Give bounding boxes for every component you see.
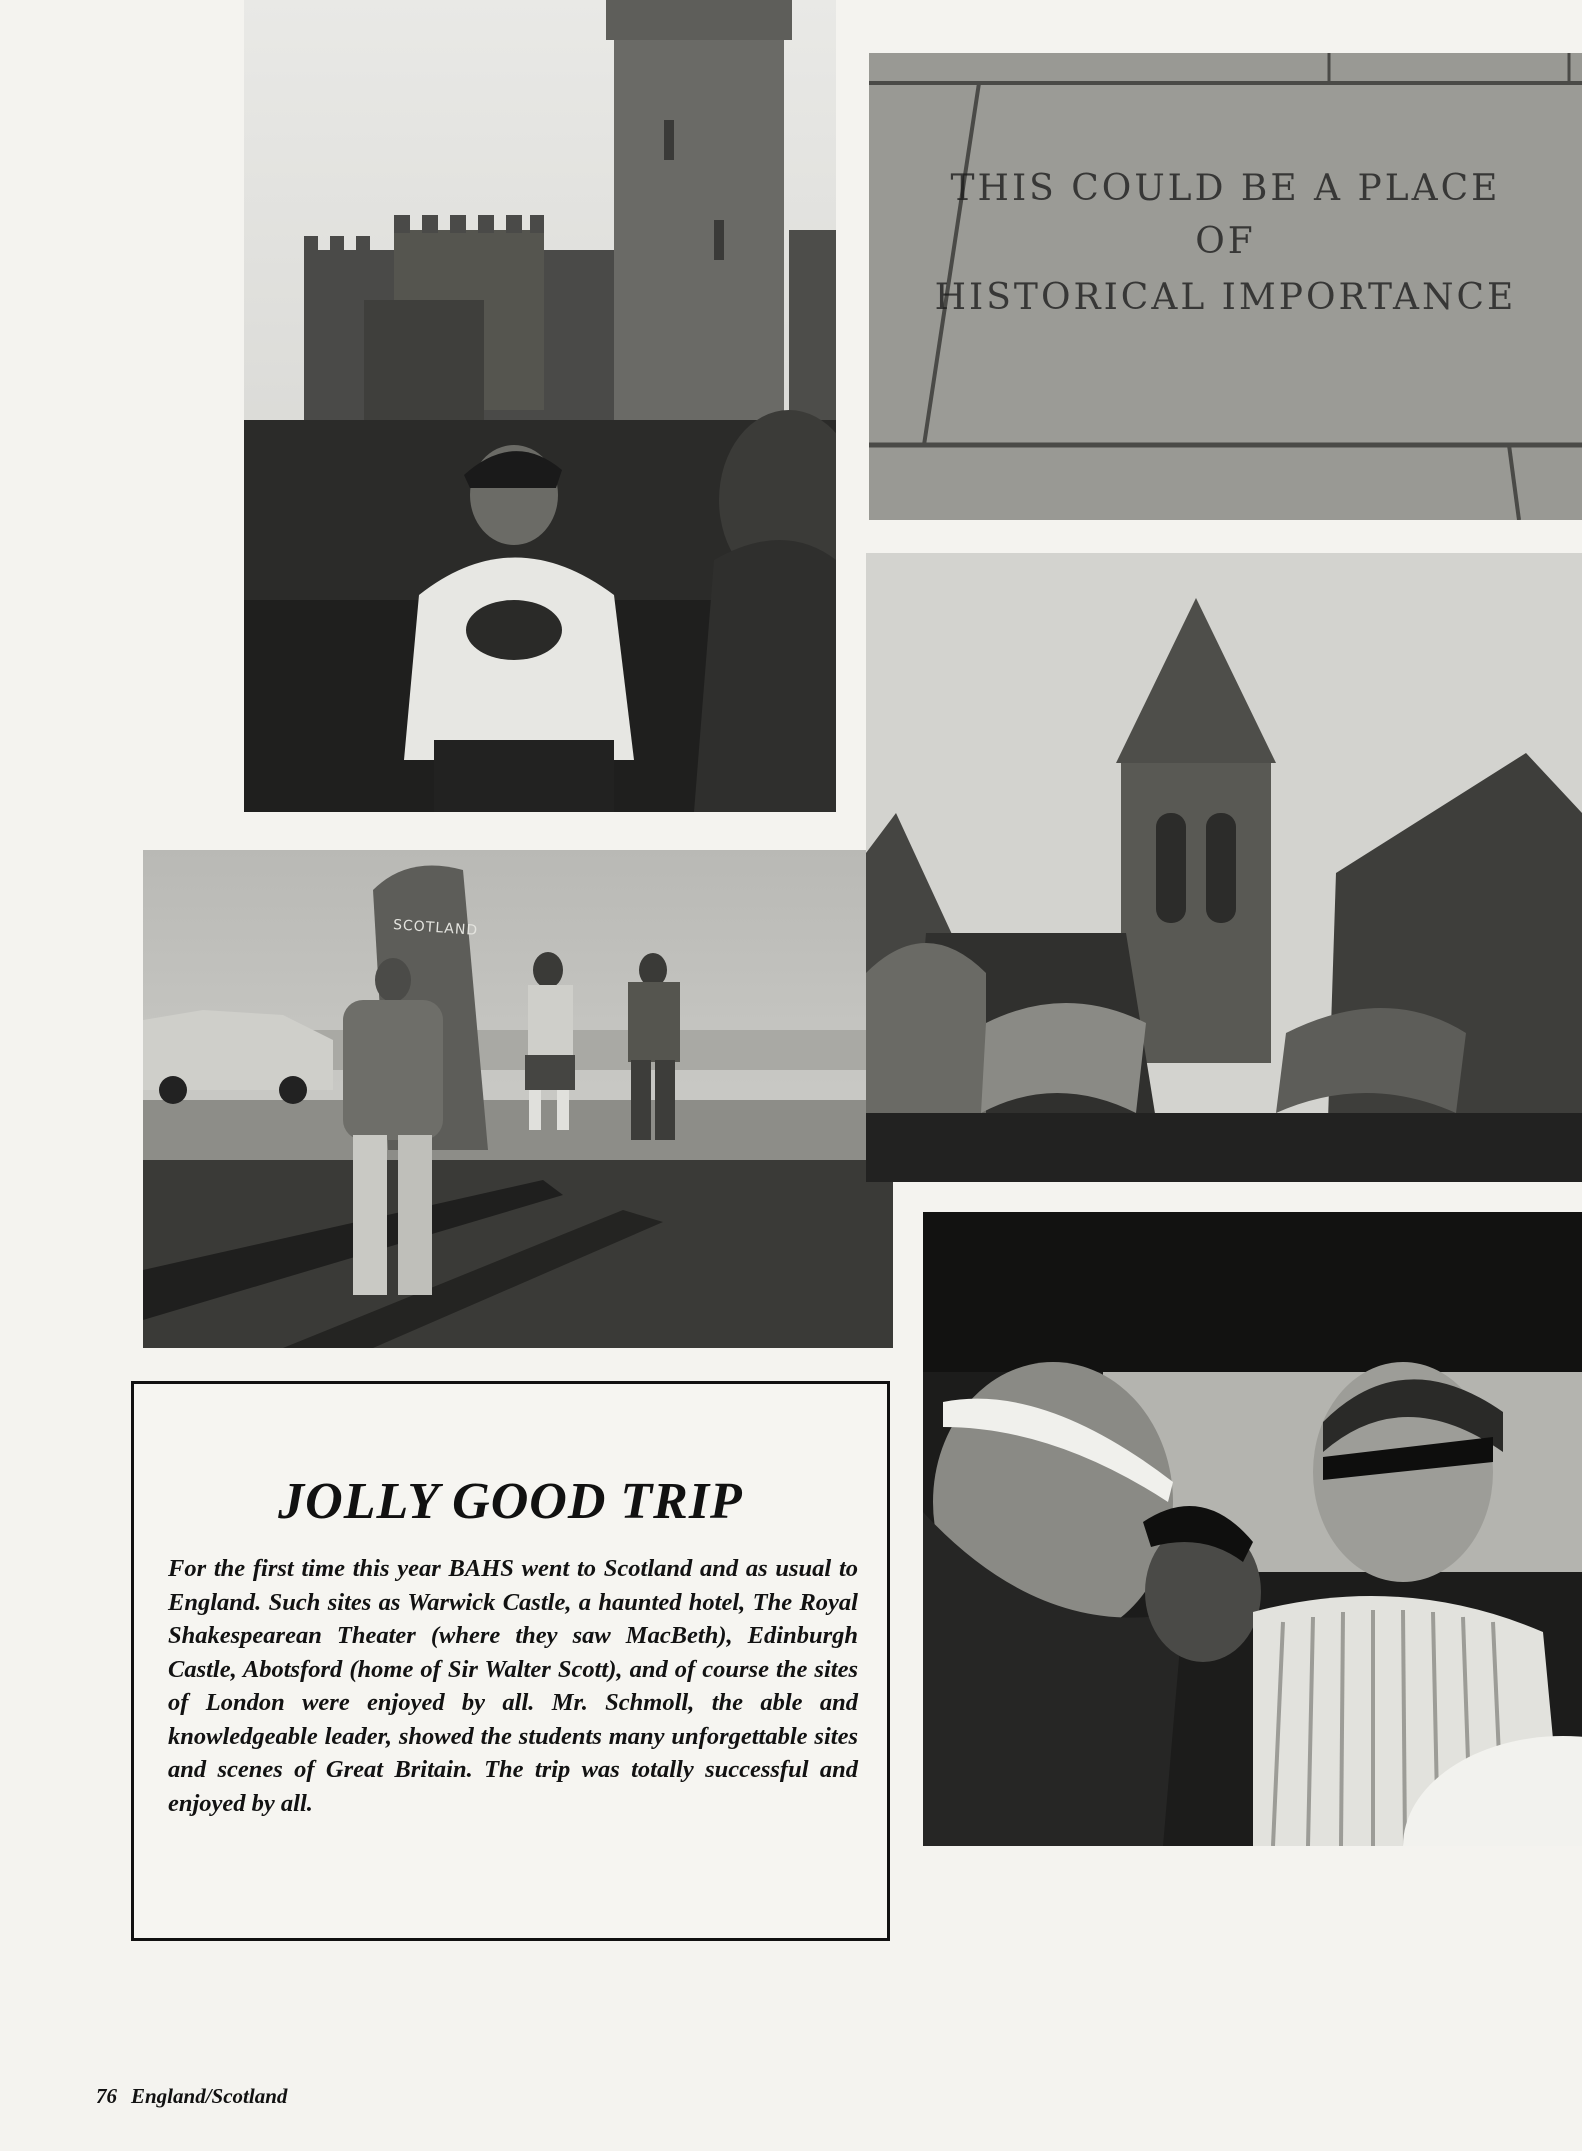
scotland-scene [143, 850, 893, 1348]
page-number: 76 [96, 2084, 117, 2108]
story-headline: JOLLY GOOD TRIP [278, 1473, 743, 1530]
church-scene [866, 553, 1582, 1182]
photo-scotland-border-stone [143, 850, 893, 1348]
story-body: For the first time this year BAHS went to Scotland and as usual to England. Such sites as Warwick Castle, a haunted hotel, The Royal Shakespearean Theater (where they saw MacBeth), Edinburgh Castle, Abotsford (home of Sir Walter Scott), and of course the sites of London were enjoyed by all. Mr. Schmoll, the able and knowledgeable leader, showed the students many unforgettable sites and scenes of Great Britain. The trip was totally successful and enjoyed by all. [168, 1555, 858, 1817]
photo-church-tower [866, 553, 1582, 1182]
plaque-line-3: HISTORICAL IMPORTANCE [934, 277, 1517, 318]
photo-students-glasses [923, 1212, 1582, 1846]
story-box [131, 1381, 890, 1941]
plaque-line-1: THIS COULD BE A PLACE [950, 168, 1501, 209]
section-title: England/Scotland [131, 2084, 288, 2108]
plaque-line-2: OF [1195, 221, 1256, 262]
castle-scene [244, 0, 836, 812]
stone-sign-label: SCOTLAND [392, 917, 479, 939]
photo-stone-plaque [869, 53, 1582, 520]
students-scene [923, 1212, 1582, 1846]
photo-warwick-castle [244, 0, 836, 812]
page-folio [96, 2084, 287, 2109]
